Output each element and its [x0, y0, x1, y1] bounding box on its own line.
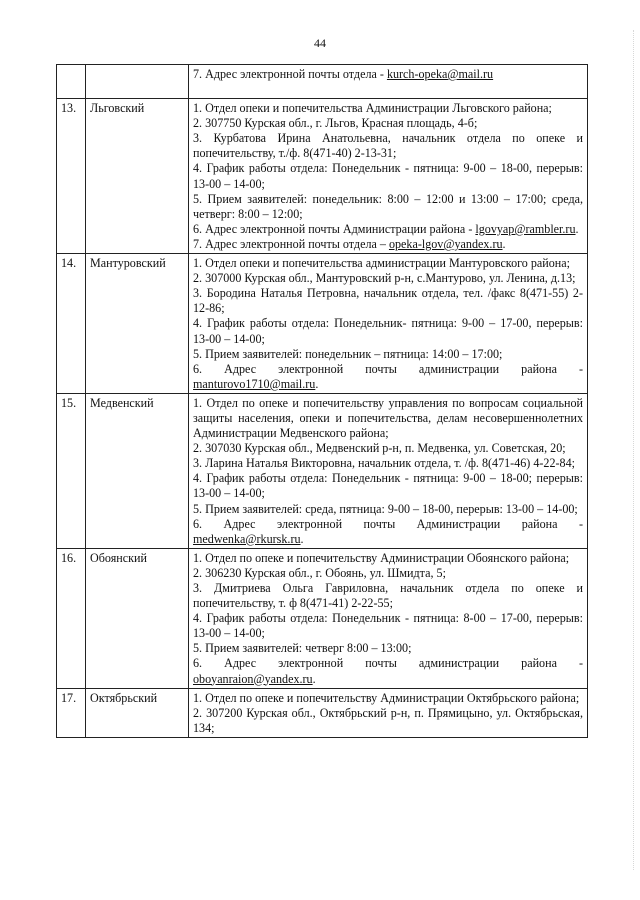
- email-link[interactable]: medwenka@rkursk.ru: [193, 531, 301, 546]
- district-cell: Медвенский: [86, 393, 189, 548]
- info-line: [193, 347, 583, 362]
- info-line: [193, 471, 583, 501]
- table-row: [57, 99, 588, 254]
- info-text: 5. Прием заявителей: понедельник – пятница: 14:00 – 17:00;: [193, 346, 503, 361]
- info-text: 1. Отдел опеки и попечительства администрации Мантуровского района;: [193, 256, 570, 271]
- info-line: [193, 161, 583, 191]
- info-text: 5. Прием заявителей: среда, пятница: 9-00 – 18-00, перерыв: 13-00 – 14-00;: [193, 501, 578, 516]
- info-line: [193, 502, 583, 517]
- district-cell: Обоянский: [86, 548, 189, 688]
- info-cell: [189, 393, 588, 548]
- info-line: [193, 271, 583, 286]
- row-number-cell: 15.: [57, 393, 86, 548]
- info-line: [193, 237, 583, 252]
- info-text: 2. 306230 Курская обл., г. Обоянь, ул. Шмидта, 5;: [193, 565, 446, 580]
- table-row: [57, 688, 588, 737]
- district-cell: Октябрьский: [86, 688, 189, 737]
- scan-edge-mark: [631, 30, 634, 870]
- info-line: [193, 441, 583, 456]
- info-line: [193, 611, 583, 641]
- info-line: [193, 456, 583, 471]
- info-line: [193, 116, 583, 131]
- info-line: [193, 131, 583, 161]
- info-line: [193, 222, 583, 237]
- info-line: [193, 706, 583, 736]
- page-number: 44: [314, 36, 326, 50]
- info-text: 1. Отдел по опеке и попечительству Администрации Обоянского района;: [193, 550, 570, 565]
- email-link[interactable]: opeka-lgov@yandex.ru: [388, 236, 503, 251]
- row-number-cell: 13.: [57, 99, 86, 254]
- row-number-cell: 16.: [57, 548, 86, 688]
- info-text: 2. 307200 Курская обл., Октябрьский р-н, п. Прямицыно, ул. Октябрьская, 134;: [193, 705, 583, 735]
- info-line: [193, 551, 583, 566]
- registry-table: [56, 64, 588, 738]
- info-text: 6. Адрес электронной почты администрации района -: [193, 361, 583, 376]
- info-text: 1. Отдел по опеке и попечительству Администрации Октябрьского района;: [193, 690, 580, 705]
- info-text-suffix: .: [312, 671, 316, 686]
- info-line: [193, 656, 583, 686]
- district-cell: Льговский: [86, 99, 189, 254]
- info-cell: [189, 688, 588, 737]
- registry-table-body: [57, 65, 588, 738]
- info-cell: [189, 254, 588, 394]
- info-text: 3. Курбатова Ирина Анатольевна, начальник отдела по опеке и попечительству, т./ф. 8(471-40) 2-13-31;: [193, 131, 583, 161]
- info-text: 3. Бородина Наталья Петровна, начальник отдела, тел. /факс 8(471-55) 2-12-86;: [193, 286, 583, 316]
- info-text-suffix: .: [502, 236, 506, 251]
- info-text: 2. 307030 Курская обл., Медвенский р-н, п. Медвенка, ул. Советская, 20;: [193, 441, 566, 456]
- row-number-cell: 17.: [57, 688, 86, 737]
- info-text: 4. График работы отдела: Понедельник- пятница: 9-00 – 17-00, перерыв: 13-00 – 14-00;: [193, 316, 583, 346]
- info-line: [193, 581, 583, 611]
- info-text: 4. График работы отдела: Понедельник - пятница: 9-00 – 18-00, перерыв: 13-00 – 14-00;: [193, 161, 583, 191]
- info-text: 7. Адрес электронной почты отдела –: [193, 236, 389, 251]
- info-cell: [189, 548, 588, 688]
- info-line: [193, 316, 583, 346]
- info-text: 1. Отдел по опеке и попечительству управления по вопросам социальной защиты населения, опеки и попечительства, делам несовершеннолетних Администрации Медвенского района;: [193, 395, 583, 441]
- email-link[interactable]: oboyanraion@yandex.ru: [193, 671, 313, 686]
- info-line: [193, 192, 583, 222]
- info-line: [193, 101, 583, 116]
- info-text: 2. 307000 Курская обл., Мантуровский р-н, с.Мантурово, ул. Ленина, д.13;: [193, 271, 576, 286]
- info-cell: [189, 99, 588, 254]
- info-line: [193, 67, 583, 82]
- info-line: [193, 286, 583, 316]
- email-link[interactable]: kurch-opeka@mail.ru: [386, 67, 494, 81]
- info-line: [193, 566, 583, 581]
- info-text: 1. Отдел опеки и попечительства Администрации Льговского района;: [193, 101, 552, 116]
- info-line: [193, 396, 583, 441]
- info-text-suffix: .: [315, 376, 319, 391]
- info-text: 4. График работы отдела: Понедельник - пятница: 8-00 – 17-00, перерыв: 13-00 – 14-00;: [193, 611, 583, 641]
- row-number-cell: [57, 65, 86, 99]
- info-cell: [189, 65, 588, 99]
- info-text-suffix: .: [575, 221, 579, 236]
- district-cell: Мантуровский: [86, 254, 189, 394]
- info-text: 5. Прием заявителей: четверг 8:00 – 13:00;: [193, 641, 412, 656]
- row-number-cell: 14.: [57, 254, 86, 394]
- info-text-suffix: .: [300, 531, 304, 546]
- info-text: 3. Дмитриева Ольга Гавриловна, начальник отдела по опеке и попечительству, т. ф 8(471-41) 2-22-55;: [193, 581, 583, 611]
- info-text: 4. График работы отдела: Понедельник - пятница: 9-00 – 18-00; перерыв: 13-00 – 14-00;: [193, 471, 583, 501]
- info-line: [193, 362, 583, 392]
- table-row: [57, 254, 588, 394]
- email-link[interactable]: manturovo1710@mail.ru: [193, 376, 316, 391]
- info-text: 5. Прием заявителей: понедельник: 8:00 – 12:00 и 13:00 – 17:00; среда, четверг: 8:00 – 12:00;: [193, 191, 583, 221]
- table-row: [57, 548, 588, 688]
- info-line: [193, 517, 583, 547]
- table-row: [57, 65, 588, 99]
- info-text: 7. Адрес электронной почты отдела -: [193, 67, 387, 81]
- table-row: [57, 393, 588, 548]
- info-text: 2. 307750 Курская обл., г. Льгов, Красная площадь, 4-б;: [193, 116, 478, 131]
- info-line: [193, 256, 583, 271]
- info-text: 3. Ларина Наталья Викторовна, начальник отдела, т. /ф. 8(471-46) 4-22-84;: [193, 456, 575, 471]
- district-cell: [86, 65, 189, 99]
- info-text: 6. Адрес электронной почты Администрации района -: [193, 516, 583, 531]
- info-line: [193, 641, 583, 656]
- info-text: 6. Адрес электронной почты администрации района -: [193, 656, 583, 671]
- info-line: [193, 691, 583, 706]
- email-link[interactable]: lgovyap@rambler.ru: [475, 221, 576, 236]
- info-text: 6. Адрес электронной почты Администрации района -: [193, 221, 476, 236]
